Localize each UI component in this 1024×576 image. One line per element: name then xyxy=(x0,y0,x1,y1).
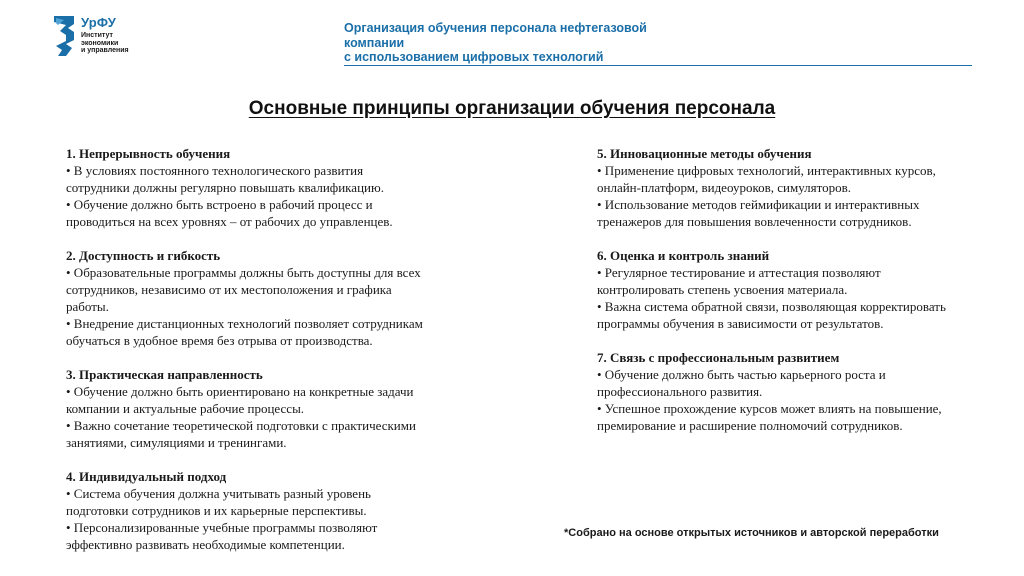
principle-section xyxy=(66,145,486,230)
principle-text-line: • В условиях постоянного технологического развития xyxy=(66,163,364,178)
principle-section xyxy=(66,247,486,349)
principle-text-line: • Использование методов геймификации и интерактивных xyxy=(597,197,920,212)
principle-heading: 2. Доступность и гибкость xyxy=(66,248,221,263)
header-divider xyxy=(344,65,972,66)
source-footnote: *Собрано на основе открытых источников и авторской переработки xyxy=(564,527,939,539)
logo-name: УрФУ xyxy=(81,15,117,30)
principle-heading: 4. Индивидуальный подход xyxy=(66,469,227,484)
principle-text-line: проводиться на всех уровнях – от рабочих до управленцев. xyxy=(66,214,393,229)
principle-text-line: эффективно развивать необходимые компетенции. xyxy=(66,537,345,552)
logo-subtitle-line: и управления xyxy=(81,47,129,54)
principle-heading: 1. Непрерывность обучения xyxy=(66,146,231,161)
principle-text-line: • Обучение должно быть встроено в рабочий процесс и xyxy=(66,197,373,212)
left-column xyxy=(66,145,486,570)
right-column xyxy=(597,145,997,451)
presentation-title-line: Организация обучения персонала нефтегазовой xyxy=(344,21,647,35)
logo-subtitle-line: Институт xyxy=(81,32,113,39)
principle-text-line: • Важна система обратной связи, позволяющая корректировать xyxy=(597,299,946,314)
principle-text-line: • Обучение должно быть частью карьерного роста и xyxy=(597,367,886,382)
principle-text-line: сотрудники должны регулярно повышать квалификацию. xyxy=(66,180,384,195)
principle-text-line: тренажеров для повышения вовлеченности сотрудников. xyxy=(597,214,912,229)
principle-text-line: программы обучения в зависимости от результатов. xyxy=(597,316,884,331)
principle-text-line: • Регулярное тестирование и аттестация позволяют xyxy=(597,265,881,280)
logo-subtitle xyxy=(81,32,129,55)
principle-text-line: • Система обучения должна учитывать разный уровень xyxy=(66,486,371,501)
principle-text-line: премирование и расширение полномочий сотрудников. xyxy=(597,418,903,433)
principle-text-line: подготовки сотрудников и их карьерные перспективы. xyxy=(66,503,367,518)
principle-heading: 7. Связь с профессиональным развитием xyxy=(597,350,840,365)
principle-text-line: • Важно сочетание теоретической подготовки с практическими xyxy=(66,418,416,433)
institution-logo xyxy=(52,14,162,62)
principle-text-line: сотрудников, независимо от их местоположения и графика xyxy=(66,282,392,297)
principle-section xyxy=(66,468,486,553)
logo-subtitle-line: экономики xyxy=(81,39,119,47)
principle-heading: 3. Практическая направленность xyxy=(66,367,263,382)
principle-section xyxy=(66,366,486,451)
principle-text-line: • Обучение должно быть ориентировано на конкретные задачи xyxy=(66,384,414,399)
principle-text-line: контролировать степень усвоения материала. xyxy=(597,282,848,297)
principle-heading: 5. Инновационные методы обучения xyxy=(597,146,812,161)
principle-text-line: • Образовательные программы должны быть доступны для всех xyxy=(66,265,421,280)
principle-text-line: • Внедрение дистанционных технологий позволяет сотрудникам xyxy=(66,316,423,331)
presentation-title-line: с использованием цифровых технологий xyxy=(344,50,604,64)
presentation-title-line: компании xyxy=(344,35,405,50)
principle-text-line: онлайн-платформ, видеоуроков, симуляторов. xyxy=(597,180,851,195)
principle-text-line: компании и актуальные рабочие процессы. xyxy=(66,401,305,416)
slide-title: Основные принципы организации обучения персонала xyxy=(248,98,776,119)
principle-text-line: • Персонализированные учебные программы позволяют xyxy=(66,520,378,535)
principle-text-line: • Успешное прохождение курсов может влиять на повышение, xyxy=(597,401,942,416)
principle-text-line: работы. xyxy=(66,299,109,314)
principle-text-line: профессионального развития. xyxy=(597,384,763,399)
presentation-title xyxy=(344,21,704,65)
urfu-logo-icon xyxy=(52,14,76,58)
principle-text-line: • Применение цифровых технологий, интерактивных курсов, xyxy=(597,163,936,178)
principle-section xyxy=(597,349,997,434)
principle-text-line: обучаться в удобное время без отрыва от производства. xyxy=(66,333,373,348)
principle-text-line: занятиями, симуляциями и тренингами. xyxy=(66,435,287,450)
principle-section xyxy=(597,247,997,332)
principle-section xyxy=(597,145,997,230)
principle-heading: 6. Оценка и контроль знаний xyxy=(597,248,770,263)
